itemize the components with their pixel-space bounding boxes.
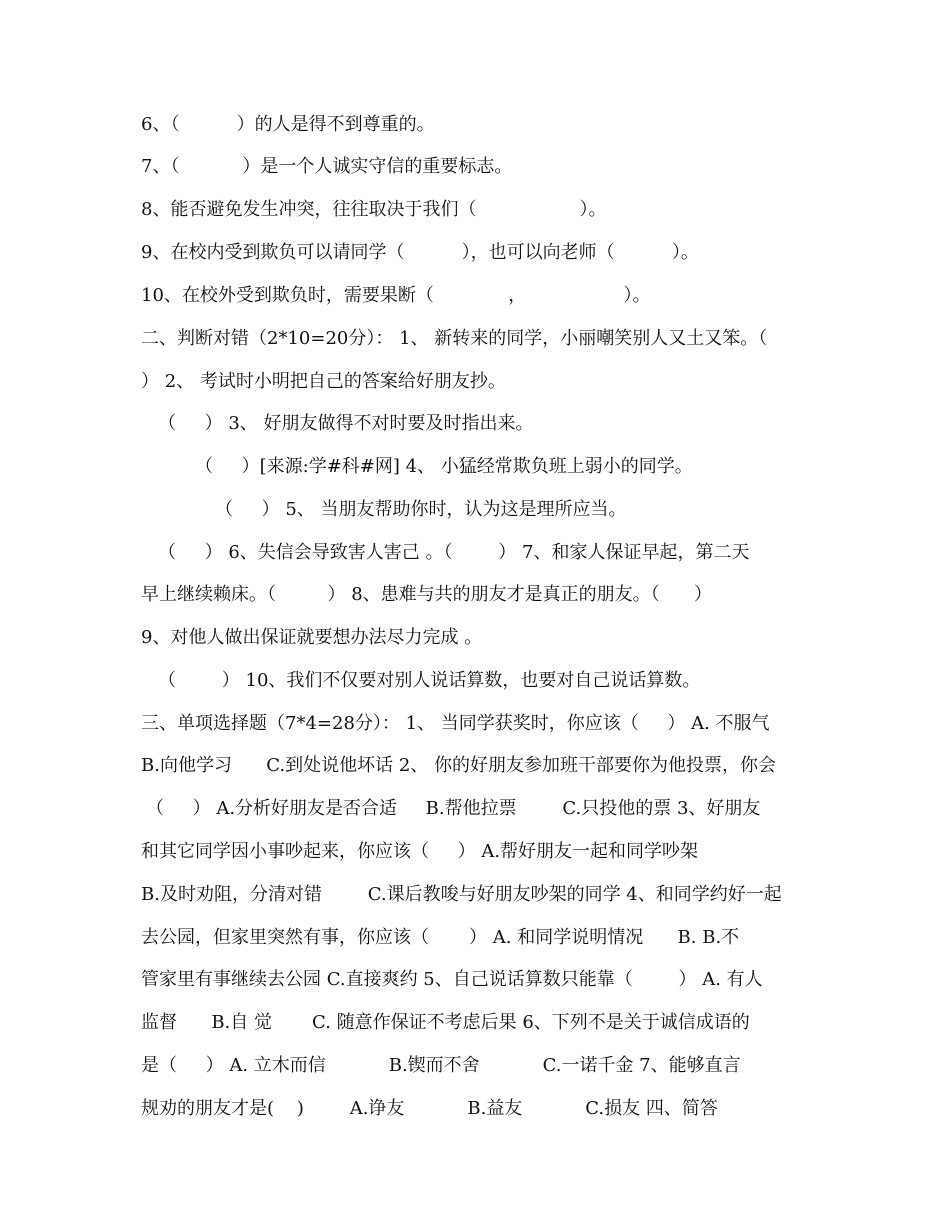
- choice-line-1: B.向他学习 C.到处说他坏话 2、 你的好朋友参加班干部要你为他投票，你会: [141, 755, 777, 776]
- judge-line-9: 9、对他人做出保证就要想办法尽力完成 。: [141, 627, 483, 648]
- judge-line-4: （ ）[来源:学#科#网] 4、 小猛经常欺负班上弱小的同学。: [195, 456, 693, 477]
- choice-line-9: 规劝的朋友才是( ) A.诤友 B.益友 C.损友 四、简答: [141, 1098, 718, 1119]
- section-2-heading-line: 二、判断对错（2*10=20分）： 1、 新转来的同学，小丽嘲笑别人又土又笨。（: [141, 328, 768, 349]
- choice-line-4: B.及时劝阻，分清对错 C.课后教唆与好朋友吵架的同学 4、和同学约好一起: [141, 884, 782, 905]
- question-8-line: 8、能否避免发生冲突，往往取决于我们（ ）。: [141, 199, 607, 220]
- judge-line-3: （ ） 3、 好朋友做得不对时要及时指出来。: [158, 413, 534, 434]
- choice-line-6: 管家里有事继续去公园 C.直接爽约 5、自己说话算数只能靠（ ） A. 有人: [141, 969, 763, 990]
- choice-line-3: 和其它同学因小事吵起来，你应该（ ） A.帮好朋友一起和同学吵架: [141, 841, 699, 862]
- judge-line-6-7: （ ） 6、失信会导致害人害己 。（ ） 7、和家人保证早起，第二天: [158, 542, 750, 563]
- question-10-line: 10、在校外受到欺负时，需要果断（ ， ）。: [141, 285, 651, 306]
- judge-line-7-8: 早上继续赖床。（ ） 8、患难与共的朋友才是真正的朋友。（ ）: [141, 584, 712, 605]
- question-6-line: 6、（ ）的人是得不到尊重的。: [141, 114, 435, 135]
- choice-line-8: 是（ ） A. 立木而信 B.锲而不舍 C.一诺千金 7、能够直言: [141, 1055, 741, 1076]
- section-3-heading-line: 三、单项选择题（7*4=28分）： 1、 当同学获奖时，你应该（ ） A. 不服气: [141, 713, 770, 734]
- judge-line-10: （ ） 10、我们不仅要对别人说话算数，也要对自己说话算数。: [158, 670, 701, 691]
- judge-line-2: ） 2、 考试时小明把自己的答案给好朋友抄。: [141, 371, 506, 392]
- choice-line-7: 监督 B.自 觉 C. 随意作保证不考虑后果 6、下列不是关于诚信成语的: [141, 1012, 750, 1033]
- question-9-line: 9、在校内受到欺负可以请同学（ ），也可以向老师（ ）。: [141, 242, 699, 263]
- question-7-line: 7、（ ）是一个人诚实守信的重要标志。: [141, 156, 513, 177]
- choice-line-5: 去公园，但家里突然有事，你应该（ ） A. 和同学说明情况 B. B.不: [141, 927, 740, 948]
- choice-line-2: （ ） A.分析好朋友是否合适 B.帮他拉票 C.只投他的票 3、好朋友: [146, 798, 761, 819]
- judge-line-5: （ ） 5、 当朋友帮助你时，认为这是理所应当。: [215, 499, 627, 520]
